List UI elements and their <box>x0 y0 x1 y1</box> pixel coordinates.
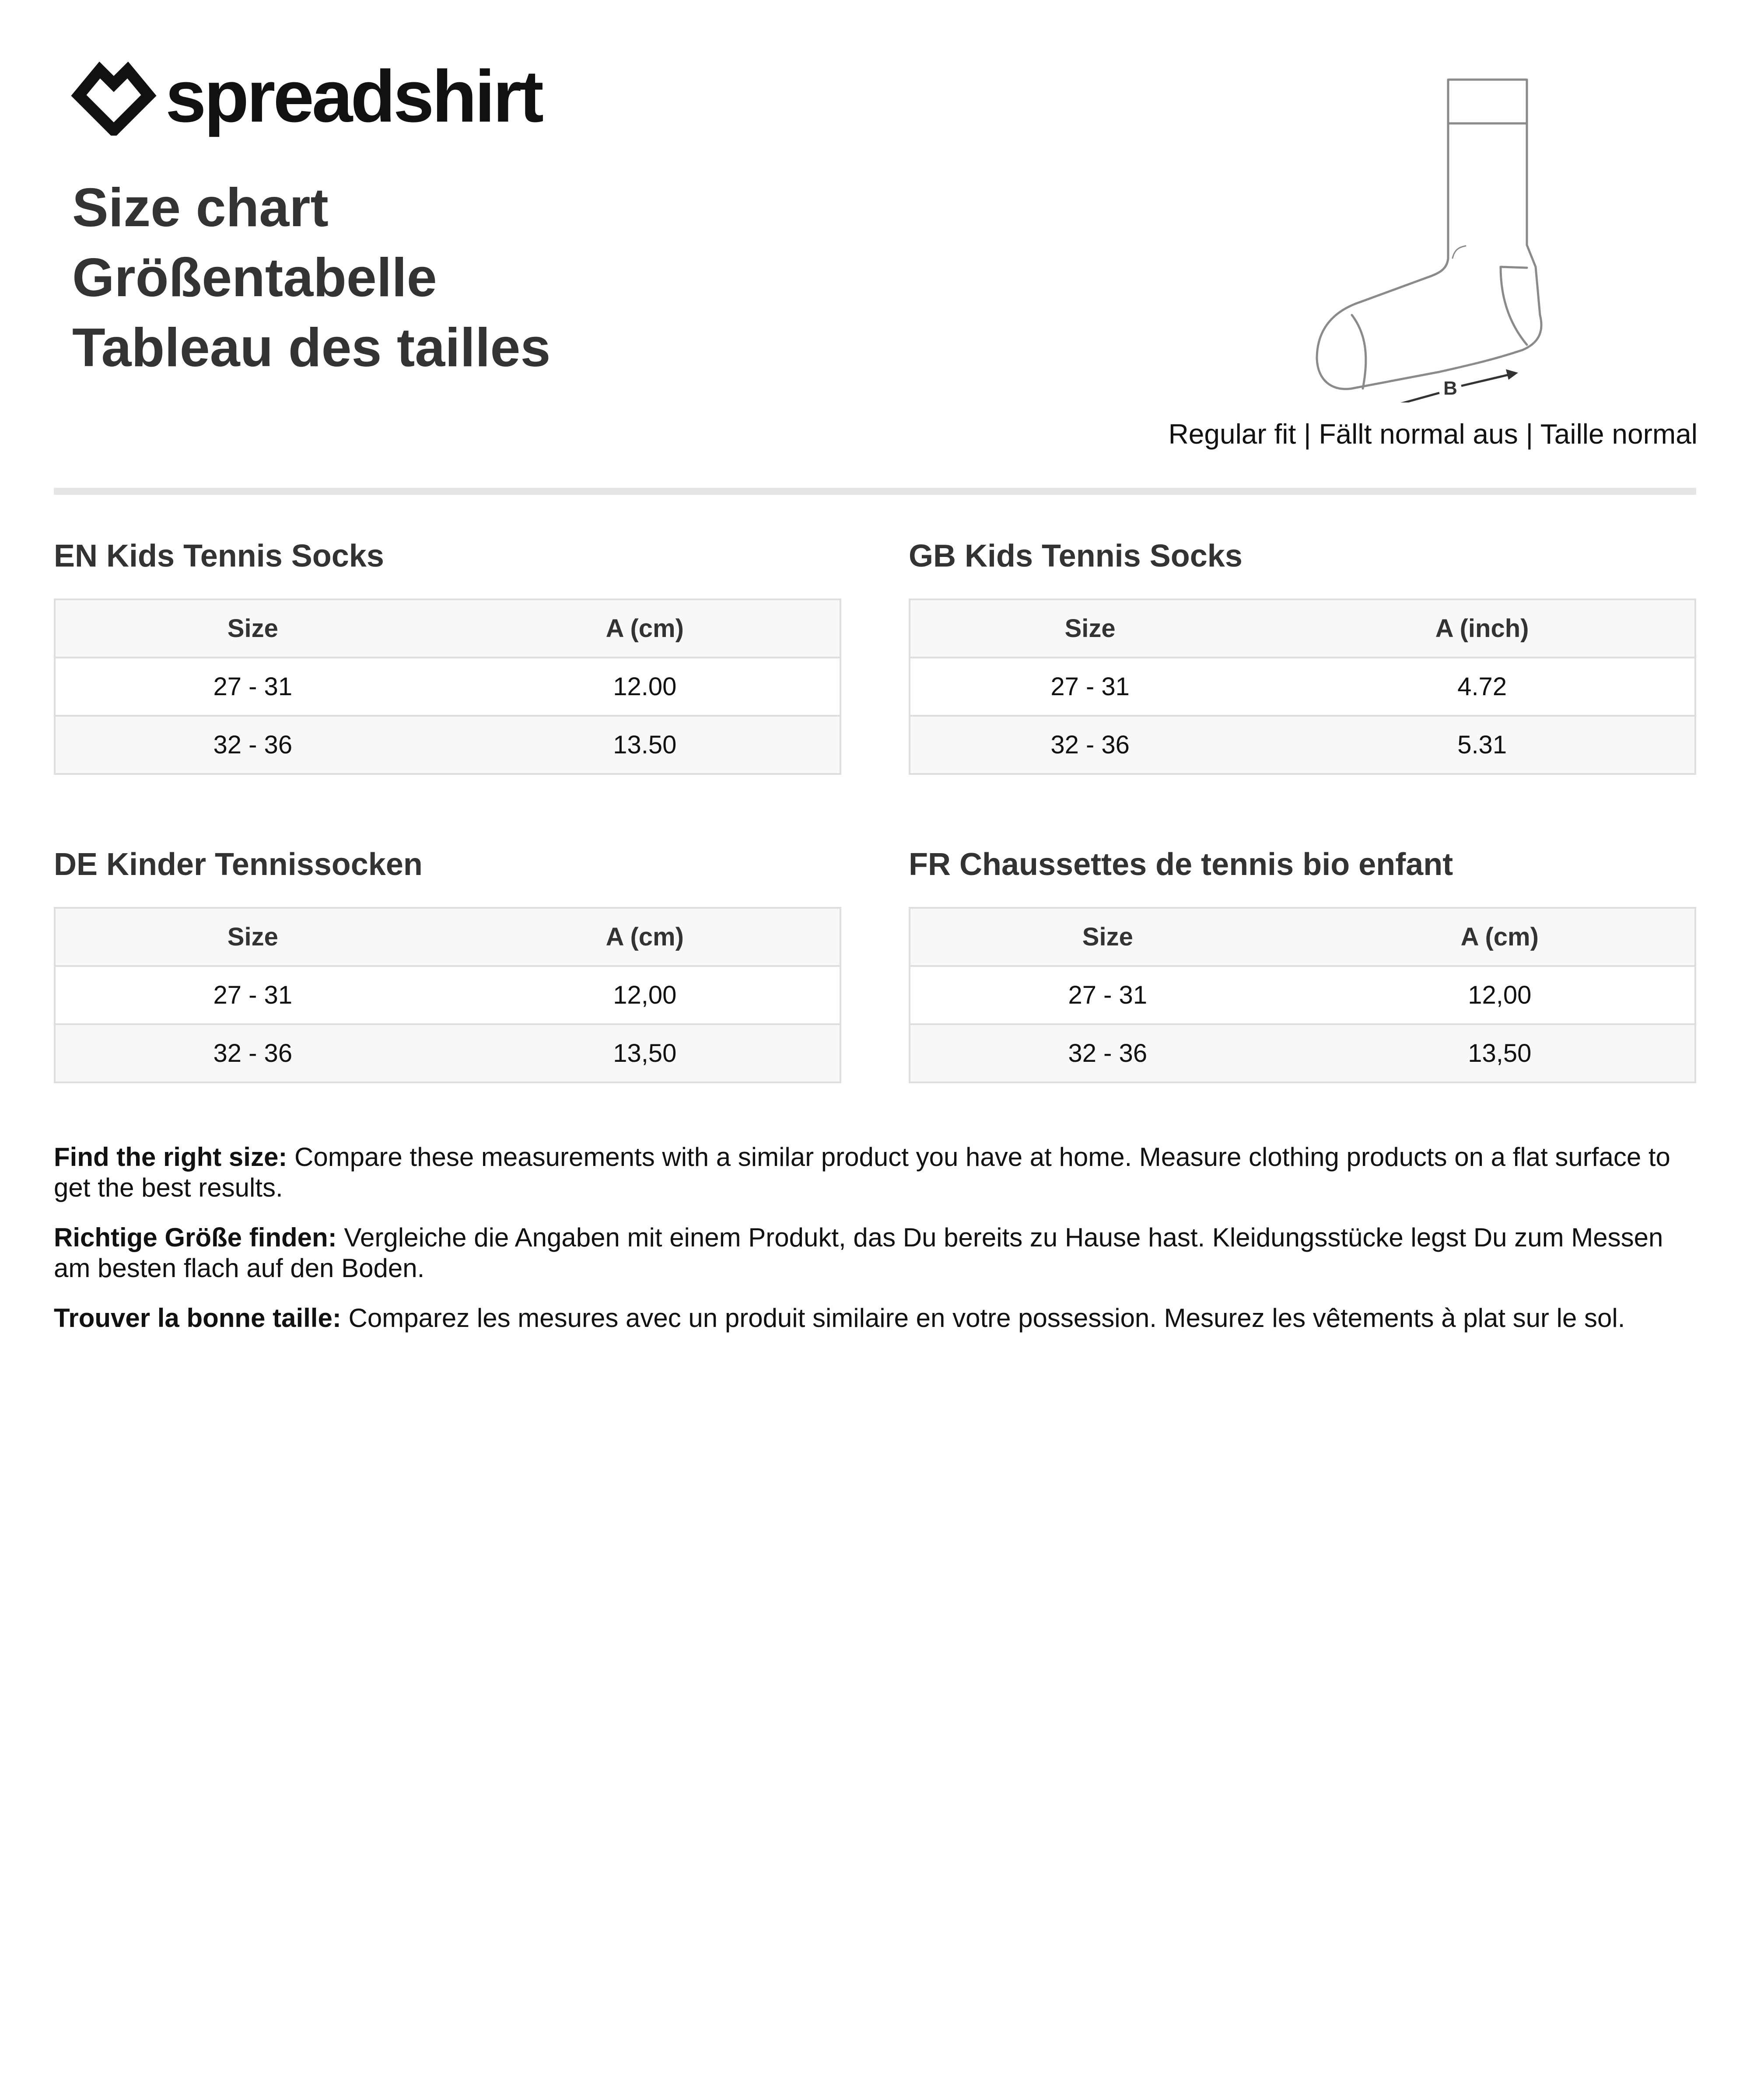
note-text: Comparez les mesures avec un produit similaire en votre possession. Mesurez les vêtements à plat sur le sol. <box>341 1303 1625 1333</box>
note-fr <box>54 1303 1696 1334</box>
note-label: Find the right size: <box>54 1142 287 1172</box>
table-row <box>55 966 840 1024</box>
cell-size: 32 - 36 <box>55 1024 450 1082</box>
column-header-measure: A (cm) <box>1305 908 1695 966</box>
cell-measure: 12.00 <box>450 658 840 716</box>
sock-heel-seam <box>1501 267 1527 345</box>
table-row <box>55 658 840 716</box>
sock-outline <box>1317 123 1541 389</box>
table-title: GB Kids Tennis Socks <box>909 539 1242 574</box>
sizing-notes <box>54 1142 1696 1353</box>
measure-arrow-right <box>1461 374 1512 386</box>
size-table <box>909 598 1696 775</box>
table-header-row <box>55 908 840 966</box>
cell-measure: 5.31 <box>1270 716 1695 774</box>
note-label: Richtige Größe finden: <box>54 1223 337 1252</box>
title-en: Size chart <box>72 178 329 238</box>
table-title: DE Kinder Tennissocken <box>54 847 423 882</box>
table-title: FR Chaussettes de tennis bio enfant <box>909 847 1453 882</box>
table-header-row <box>910 908 1695 966</box>
size-table <box>909 907 1696 1083</box>
table-row <box>910 716 1695 774</box>
cell-size: 32 - 36 <box>910 716 1270 774</box>
column-header-size: Size <box>55 908 450 966</box>
column-header-size: Size <box>910 908 1305 966</box>
size-table-en <box>54 538 841 775</box>
note-en <box>54 1142 1696 1203</box>
table-row <box>910 658 1695 716</box>
cell-measure: 13.50 <box>450 716 840 774</box>
note-de <box>54 1222 1696 1284</box>
table-header-row <box>55 599 840 658</box>
cell-measure: 4.72 <box>1270 658 1695 716</box>
cell-size: 27 - 31 <box>55 966 450 1024</box>
spreadshirt-logo <box>70 57 542 136</box>
measure-label-b: B <box>1443 378 1457 399</box>
note-text: Vergleiche die Angaben mit einem Produkt, das Du bereits zu Hause hast. Kleidungsstücke legst Du zum Messen am besten flach auf den Boden. <box>54 1223 1663 1283</box>
cell-size: 27 - 31 <box>55 658 450 716</box>
size-table <box>54 907 841 1083</box>
table-header-row <box>910 599 1695 658</box>
note-label: Trouver la bonne taille: <box>54 1303 341 1333</box>
header-divider <box>54 488 1696 495</box>
size-table-fr <box>909 847 1696 1083</box>
sock-cuff <box>1448 80 1527 123</box>
measure-arrow-left <box>1365 393 1439 402</box>
note-text: Compare these measurements with a similar product you have at home. Measure clothing products on a flat surface to get the best results. <box>54 1142 1670 1202</box>
column-header-measure: A (cm) <box>450 599 840 658</box>
cell-measure: 13,50 <box>450 1024 840 1082</box>
column-header-measure: A (cm) <box>450 908 840 966</box>
table-row <box>55 1024 840 1082</box>
cell-measure: 13,50 <box>1305 1024 1695 1082</box>
heart-logo-icon <box>70 57 158 136</box>
column-header-size: Size <box>55 599 450 658</box>
table-title: EN Kids Tennis Socks <box>54 539 384 574</box>
fit-description: Regular fit | Fällt normal aus | Taille normal <box>1168 418 1698 450</box>
page-titles <box>72 173 550 383</box>
size-table-gb <box>909 538 1696 775</box>
column-header-measure: A (inch) <box>1270 599 1695 658</box>
brand-name: spreadshirt <box>165 55 542 137</box>
cell-measure: 12,00 <box>450 966 840 1024</box>
table-row <box>910 1024 1695 1082</box>
cell-size: 32 - 36 <box>910 1024 1305 1082</box>
size-table <box>54 598 841 775</box>
column-header-size: Size <box>910 599 1270 658</box>
sock-toe-seam <box>1352 315 1366 388</box>
cell-size: 27 - 31 <box>910 658 1270 716</box>
cell-size: 32 - 36 <box>55 716 450 774</box>
cell-size: 27 - 31 <box>910 966 1305 1024</box>
title-de: Größentabelle <box>72 248 437 308</box>
title-fr: Tableau des tailles <box>72 318 551 378</box>
sock-measurement-diagram <box>1308 70 1553 402</box>
size-table-de <box>54 847 841 1083</box>
cell-measure: 12,00 <box>1305 966 1695 1024</box>
table-row <box>910 966 1695 1024</box>
table-row <box>55 716 840 774</box>
